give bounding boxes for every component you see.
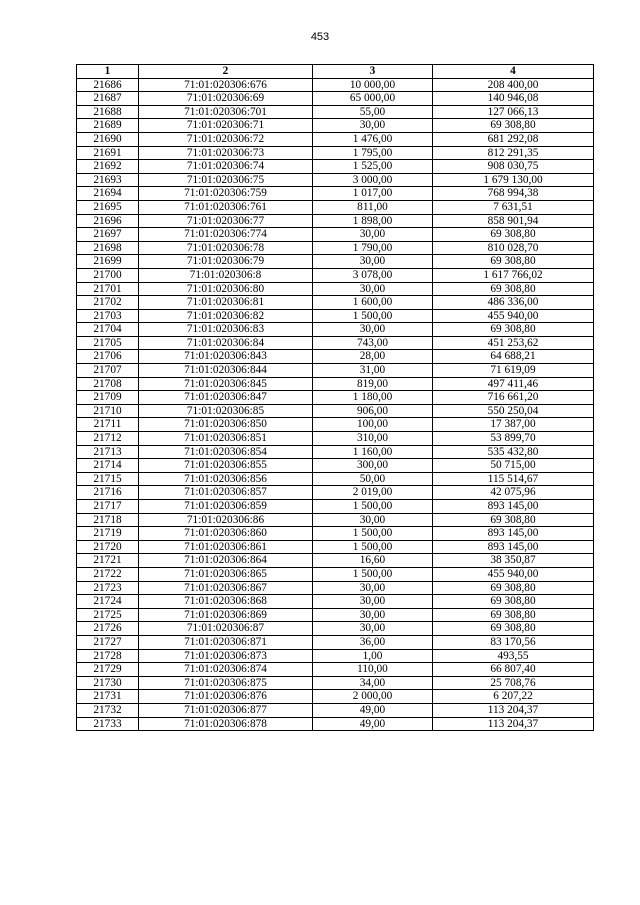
row-number-cell: 21709 <box>77 391 139 405</box>
area-cell: 10 000,00 <box>313 78 433 92</box>
area-cell: 1 160,00 <box>313 445 433 459</box>
area-cell: 1 898,00 <box>313 214 433 228</box>
row-number-cell: 21720 <box>77 540 139 554</box>
table-row <box>77 595 594 609</box>
cadastral-number-cell: 71:01:020306:69 <box>139 92 313 106</box>
row-number-cell: 21703 <box>77 309 139 323</box>
cadastral-number-cell: 71:01:020306:79 <box>139 255 313 269</box>
cadastral-number-cell: 71:01:020306:84 <box>139 336 313 350</box>
cadastral-number-cell: 71:01:020306:850 <box>139 418 313 432</box>
value-cell: 810 028,70 <box>433 241 594 255</box>
value-cell: 893 145,00 <box>433 540 594 554</box>
table-row <box>77 472 594 486</box>
area-cell: 1 500,00 <box>313 567 433 581</box>
cadastral-number-cell: 71:01:020306:87 <box>139 622 313 636</box>
cadastral-number-cell: 71:01:020306:873 <box>139 649 313 663</box>
row-number-cell: 21732 <box>77 703 139 717</box>
row-number-cell: 21695 <box>77 200 139 214</box>
value-cell: 451 253,62 <box>433 336 594 350</box>
value-cell: 497 411,46 <box>433 377 594 391</box>
area-cell: 1 180,00 <box>313 391 433 405</box>
row-number-cell: 21712 <box>77 432 139 446</box>
cadastral-number-cell: 71:01:020306:855 <box>139 459 313 473</box>
row-number-cell: 21721 <box>77 554 139 568</box>
area-cell: 743,00 <box>313 336 433 350</box>
cadastral-number-cell: 71:01:020306:761 <box>139 200 313 214</box>
area-cell: 55,00 <box>313 105 433 119</box>
value-cell: 893 145,00 <box>433 527 594 541</box>
cadastral-number-cell: 71:01:020306:72 <box>139 132 313 146</box>
value-cell: 69 308,80 <box>433 282 594 296</box>
cadastral-number-cell: 71:01:020306:71 <box>139 119 313 133</box>
column-header-1: 1 <box>77 65 139 79</box>
cadastral-number-cell: 71:01:020306:847 <box>139 391 313 405</box>
value-cell: 908 030,75 <box>433 160 594 174</box>
value-cell: 812 291,35 <box>433 146 594 160</box>
table-row <box>77 649 594 663</box>
cadastral-number-cell: 71:01:020306:868 <box>139 595 313 609</box>
row-number-cell: 21730 <box>77 676 139 690</box>
value-cell: 550 250,04 <box>433 404 594 418</box>
row-number-cell: 21706 <box>77 350 139 364</box>
table-row <box>77 635 594 649</box>
table-row <box>77 187 594 201</box>
table-row <box>77 78 594 92</box>
table-row <box>77 717 594 731</box>
row-number-cell: 21704 <box>77 323 139 337</box>
cadastral-number-cell: 71:01:020306:860 <box>139 527 313 541</box>
cadastral-number-cell: 71:01:020306:843 <box>139 350 313 364</box>
cadastral-number-cell: 71:01:020306:844 <box>139 364 313 378</box>
value-cell: 42 075,96 <box>433 486 594 500</box>
area-cell: 30,00 <box>313 255 433 269</box>
table-row <box>77 432 594 446</box>
cadastral-number-cell: 71:01:020306:859 <box>139 500 313 514</box>
table-row <box>77 241 594 255</box>
area-cell: 30,00 <box>313 282 433 296</box>
cadastral-number-cell: 71:01:020306:78 <box>139 241 313 255</box>
area-cell: 906,00 <box>313 404 433 418</box>
area-cell: 30,00 <box>313 228 433 242</box>
cadastral-number-cell: 71:01:020306:676 <box>139 78 313 92</box>
value-cell: 66 807,40 <box>433 663 594 677</box>
table-row <box>77 540 594 554</box>
row-number-cell: 21710 <box>77 404 139 418</box>
area-cell: 819,00 <box>313 377 433 391</box>
value-cell: 858 901,94 <box>433 214 594 228</box>
cadastral-number-cell: 71:01:020306:857 <box>139 486 313 500</box>
value-cell: 64 688,21 <box>433 350 594 364</box>
value-cell: 208 400,00 <box>433 78 594 92</box>
cadastral-number-cell: 71:01:020306:77 <box>139 214 313 228</box>
value-cell: 455 940,00 <box>433 567 594 581</box>
area-cell: 1 525,00 <box>313 160 433 174</box>
area-cell: 310,00 <box>313 432 433 446</box>
table-row <box>77 486 594 500</box>
row-number-cell: 21688 <box>77 105 139 119</box>
table-row <box>77 364 594 378</box>
row-number-cell: 21698 <box>77 241 139 255</box>
row-number-cell: 21693 <box>77 173 139 187</box>
table-row <box>77 323 594 337</box>
row-number-cell: 21724 <box>77 595 139 609</box>
table-row <box>77 228 594 242</box>
row-number-cell: 21729 <box>77 663 139 677</box>
cadastral-number-cell: 71:01:020306:82 <box>139 309 313 323</box>
table-row <box>77 703 594 717</box>
row-number-cell: 21701 <box>77 282 139 296</box>
value-cell: 493,55 <box>433 649 594 663</box>
table-row <box>77 391 594 405</box>
cadastral-number-cell: 71:01:020306:701 <box>139 105 313 119</box>
area-cell: 1,00 <box>313 649 433 663</box>
cadastral-number-cell: 71:01:020306:854 <box>139 445 313 459</box>
area-cell: 65 000,00 <box>313 92 433 106</box>
cadastral-number-cell: 71:01:020306:864 <box>139 554 313 568</box>
table-row <box>77 500 594 514</box>
row-number-cell: 21699 <box>77 255 139 269</box>
value-cell: 115 514,67 <box>433 472 594 486</box>
table-row <box>77 200 594 214</box>
table-row <box>77 445 594 459</box>
row-number-cell: 21708 <box>77 377 139 391</box>
cadastral-number-cell: 71:01:020306:871 <box>139 635 313 649</box>
cadastral-number-cell: 71:01:020306:74 <box>139 160 313 174</box>
area-cell: 1 017,00 <box>313 187 433 201</box>
value-cell: 113 204,37 <box>433 717 594 731</box>
row-number-cell: 21696 <box>77 214 139 228</box>
value-cell: 69 308,80 <box>433 595 594 609</box>
row-number-cell: 21705 <box>77 336 139 350</box>
value-cell: 83 170,56 <box>433 635 594 649</box>
column-header-4: 4 <box>433 65 594 79</box>
area-cell: 1 500,00 <box>313 540 433 554</box>
table-row <box>77 554 594 568</box>
area-cell: 1 476,00 <box>313 132 433 146</box>
value-cell: 69 308,80 <box>433 581 594 595</box>
row-number-cell: 21686 <box>77 78 139 92</box>
table-row <box>77 527 594 541</box>
value-cell: 7 631,51 <box>433 200 594 214</box>
cadastral-number-cell: 71:01:020306:73 <box>139 146 313 160</box>
area-cell: 30,00 <box>313 622 433 636</box>
table-row <box>77 282 594 296</box>
cadastral-number-cell: 71:01:020306:869 <box>139 608 313 622</box>
table-row <box>77 105 594 119</box>
table-row <box>77 119 594 133</box>
area-cell: 100,00 <box>313 418 433 432</box>
table-row <box>77 690 594 704</box>
row-number-cell: 21692 <box>77 160 139 174</box>
area-cell: 49,00 <box>313 717 433 731</box>
table-row <box>77 350 594 364</box>
value-cell: 50 715,00 <box>433 459 594 473</box>
value-cell: 681 292,08 <box>433 132 594 146</box>
column-header-2: 2 <box>139 65 313 79</box>
table-row <box>77 608 594 622</box>
value-cell: 1 679 130,00 <box>433 173 594 187</box>
table-row <box>77 459 594 473</box>
row-number-cell: 21715 <box>77 472 139 486</box>
table-row <box>77 255 594 269</box>
row-number-cell: 21728 <box>77 649 139 663</box>
area-cell: 30,00 <box>313 323 433 337</box>
table-row <box>77 214 594 228</box>
cadastral-number-cell: 71:01:020306:759 <box>139 187 313 201</box>
cadastral-number-cell: 71:01:020306:876 <box>139 690 313 704</box>
row-number-cell: 21731 <box>77 690 139 704</box>
table-row <box>77 567 594 581</box>
area-cell: 1 790,00 <box>313 241 433 255</box>
page-number: 453 <box>310 31 330 43</box>
cadastral-number-cell: 71:01:020306:80 <box>139 282 313 296</box>
value-cell: 455 940,00 <box>433 309 594 323</box>
row-number-cell: 21697 <box>77 228 139 242</box>
area-cell: 1 795,00 <box>313 146 433 160</box>
table-row <box>77 132 594 146</box>
row-number-cell: 21689 <box>77 119 139 133</box>
area-cell: 3 000,00 <box>313 173 433 187</box>
row-number-cell: 21694 <box>77 187 139 201</box>
row-number-cell: 21727 <box>77 635 139 649</box>
area-cell: 1 500,00 <box>313 309 433 323</box>
value-cell: 25 708,76 <box>433 676 594 690</box>
cadastral-table <box>76 64 594 731</box>
area-cell: 30,00 <box>313 608 433 622</box>
value-cell: 1 617 766,02 <box>433 268 594 282</box>
table-row <box>77 418 594 432</box>
row-number-cell: 21723 <box>77 581 139 595</box>
cadastral-number-cell: 71:01:020306:877 <box>139 703 313 717</box>
cadastral-number-cell: 71:01:020306:851 <box>139 432 313 446</box>
area-cell: 811,00 <box>313 200 433 214</box>
table-row <box>77 309 594 323</box>
row-number-cell: 21719 <box>77 527 139 541</box>
row-number-cell: 21700 <box>77 268 139 282</box>
area-cell: 30,00 <box>313 581 433 595</box>
table-row <box>77 146 594 160</box>
value-cell: 140 946,08 <box>433 92 594 106</box>
cadastral-number-cell: 71:01:020306:861 <box>139 540 313 554</box>
area-cell: 3 078,00 <box>313 268 433 282</box>
area-cell: 50,00 <box>313 472 433 486</box>
table-row <box>77 513 594 527</box>
area-cell: 49,00 <box>313 703 433 717</box>
value-cell: 69 308,80 <box>433 608 594 622</box>
value-cell: 53 899,70 <box>433 432 594 446</box>
table-row <box>77 676 594 690</box>
area-cell: 30,00 <box>313 119 433 133</box>
table-row <box>77 173 594 187</box>
cadastral-number-cell: 71:01:020306:867 <box>139 581 313 595</box>
area-cell: 36,00 <box>313 635 433 649</box>
row-number-cell: 21714 <box>77 459 139 473</box>
area-cell: 2 000,00 <box>313 690 433 704</box>
value-cell: 535 432,80 <box>433 445 594 459</box>
cadastral-number-cell: 71:01:020306:856 <box>139 472 313 486</box>
table-row <box>77 404 594 418</box>
area-cell: 30,00 <box>313 513 433 527</box>
table-row <box>77 377 594 391</box>
value-cell: 69 308,80 <box>433 119 594 133</box>
cadastral-number-cell: 71:01:020306:875 <box>139 676 313 690</box>
value-cell: 69 308,80 <box>433 622 594 636</box>
cadastral-number-cell: 71:01:020306:878 <box>139 717 313 731</box>
column-header-3: 3 <box>313 65 433 79</box>
value-cell: 893 145,00 <box>433 500 594 514</box>
value-cell: 17 387,00 <box>433 418 594 432</box>
area-cell: 1 600,00 <box>313 296 433 310</box>
value-cell: 768 994,38 <box>433 187 594 201</box>
table-row <box>77 268 594 282</box>
area-cell: 1 500,00 <box>313 527 433 541</box>
table-body <box>77 78 594 731</box>
value-cell: 716 661,20 <box>433 391 594 405</box>
area-cell: 1 500,00 <box>313 500 433 514</box>
value-cell: 127 066,13 <box>433 105 594 119</box>
value-cell: 69 308,80 <box>433 228 594 242</box>
area-cell: 300,00 <box>313 459 433 473</box>
value-cell: 69 308,80 <box>433 255 594 269</box>
value-cell: 38 350,87 <box>433 554 594 568</box>
cadastral-number-cell: 71:01:020306:865 <box>139 567 313 581</box>
cadastral-number-cell: 71:01:020306:81 <box>139 296 313 310</box>
row-number-cell: 21713 <box>77 445 139 459</box>
table-row <box>77 296 594 310</box>
area-cell: 30,00 <box>313 595 433 609</box>
value-cell: 69 308,80 <box>433 513 594 527</box>
table-row <box>77 336 594 350</box>
table-row <box>77 92 594 106</box>
row-number-cell: 21726 <box>77 622 139 636</box>
value-cell: 71 619,09 <box>433 364 594 378</box>
cadastral-number-cell: 71:01:020306:8 <box>139 268 313 282</box>
table-row <box>77 622 594 636</box>
cadastral-number-cell: 71:01:020306:845 <box>139 377 313 391</box>
row-number-cell: 21718 <box>77 513 139 527</box>
table-header-row <box>77 65 594 79</box>
area-cell: 110,00 <box>313 663 433 677</box>
value-cell: 69 308,80 <box>433 323 594 337</box>
area-cell: 31,00 <box>313 364 433 378</box>
value-cell: 113 204,37 <box>433 703 594 717</box>
cadastral-number-cell: 71:01:020306:774 <box>139 228 313 242</box>
row-number-cell: 21702 <box>77 296 139 310</box>
cadastral-number-cell: 71:01:020306:874 <box>139 663 313 677</box>
row-number-cell: 21687 <box>77 92 139 106</box>
cadastral-number-cell: 71:01:020306:75 <box>139 173 313 187</box>
area-cell: 2 019,00 <box>313 486 433 500</box>
table-row <box>77 663 594 677</box>
cadastral-number-cell: 71:01:020306:83 <box>139 323 313 337</box>
row-number-cell: 21691 <box>77 146 139 160</box>
area-cell: 28,00 <box>313 350 433 364</box>
value-cell: 6 207,22 <box>433 690 594 704</box>
row-number-cell: 21716 <box>77 486 139 500</box>
row-number-cell: 21690 <box>77 132 139 146</box>
row-number-cell: 21711 <box>77 418 139 432</box>
area-cell: 16,60 <box>313 554 433 568</box>
row-number-cell: 21717 <box>77 500 139 514</box>
row-number-cell: 21725 <box>77 608 139 622</box>
table-row <box>77 160 594 174</box>
row-number-cell: 21707 <box>77 364 139 378</box>
table-row <box>77 581 594 595</box>
value-cell: 486 336,00 <box>433 296 594 310</box>
cadastral-number-cell: 71:01:020306:86 <box>139 513 313 527</box>
row-number-cell: 21733 <box>77 717 139 731</box>
area-cell: 34,00 <box>313 676 433 690</box>
cadastral-number-cell: 71:01:020306:85 <box>139 404 313 418</box>
row-number-cell: 21722 <box>77 567 139 581</box>
